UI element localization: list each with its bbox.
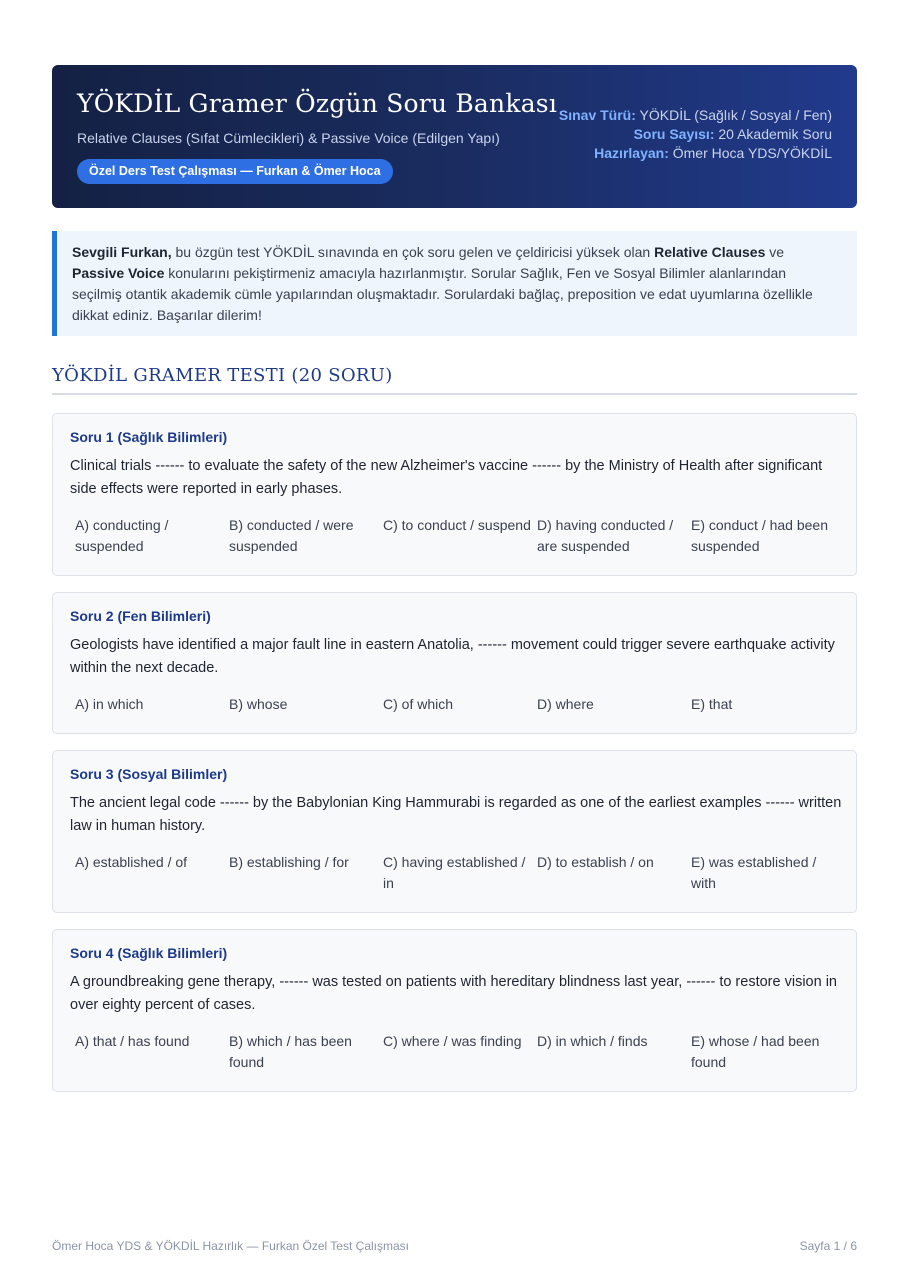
answer-option[interactable]: C) where / was finding: [383, 1033, 522, 1049]
answer-option[interactable]: C) of which: [383, 696, 454, 712]
page-subtitle: Relative Clauses (Sıfat Cümlecikleri) & Passive Voice (Edilgen Yapı): [77, 130, 500, 146]
meta-key: Soru Sayısı:: [633, 126, 715, 142]
answer-option[interactable]: A) in which: [75, 696, 144, 712]
answer-option[interactable]: A) conducting / suspended: [75, 517, 169, 554]
meta-key: Sınav Türü:: [558, 107, 636, 123]
intro-greeting: Sevgili Furkan,: [72, 244, 172, 260]
answer-option[interactable]: C) to conduct / suspend: [383, 517, 531, 533]
question-text: Clinical trials ------ to evaluate the safety of the new Alzheimer's vaccine ------ by the Ministry of Health after significant side effects were reported in early phases.: [70, 458, 823, 497]
question-card: [52, 750, 857, 913]
meta-question-count: [559, 125, 832, 144]
answer-option[interactable]: E) whose / had been found: [691, 1033, 820, 1070]
answer-option[interactable]: B) which / has been found: [229, 1033, 352, 1070]
intro-topic: Passive Voice: [72, 265, 165, 281]
meta-key: Hazırlayan:: [594, 145, 669, 161]
meta-exam-type: [559, 106, 832, 125]
meta-value: 20 Akademik Soru: [718, 126, 832, 142]
exam-meta: [559, 106, 832, 163]
question-heading: Soru 1 (Sağlık Bilimleri): [70, 429, 228, 445]
intro-note: [52, 231, 857, 336]
footer-left: Ömer Hoca YDS & YÖKDİL Hazırlık — Furkan Özel Test Çalışması: [52, 1239, 409, 1253]
course-badge: Özel Ders Test Çalışması — Furkan & Ömer Hoca: [77, 159, 393, 184]
question-text: The ancient legal code ------ by the Babylonian King Hammurabi is regarded as one of the earliest examples ------ written law in human history.: [70, 795, 842, 834]
question-heading: Soru 3 (Sosyal Bilimler): [70, 766, 228, 782]
meta-author: [559, 144, 832, 163]
question-card: [52, 929, 857, 1092]
intro-topic: Relative Clauses: [654, 244, 766, 260]
answer-option[interactable]: D) to establish / on: [537, 854, 654, 870]
intro-text: ve: [769, 244, 785, 260]
answer-option[interactable]: D) having conducted / are suspended: [537, 517, 674, 554]
answer-option[interactable]: D) where: [537, 696, 594, 712]
question-text: A groundbreaking gene therapy, ------ was tested on patients with hereditary blindness last year, ------ to restore vision in over eighty percent of cases.: [70, 974, 837, 1013]
header-banner: [52, 65, 857, 208]
answer-option[interactable]: E) that: [691, 696, 733, 712]
question-card: [52, 592, 857, 734]
section-title: YÖKDİL GRAMER TESTI (20 SORU): [52, 365, 857, 395]
intro-text: bu özgün test YÖKDİL sınavında en çok soru gelen ve çeldiricisi yüksek olan: [175, 244, 651, 260]
question-heading: Soru 2 (Fen Bilimleri): [70, 608, 211, 624]
answer-option[interactable]: E) conduct / had been suspended: [691, 517, 828, 554]
answer-option[interactable]: C) having established / in: [383, 854, 526, 891]
answer-option[interactable]: A) that / has found: [75, 1033, 190, 1049]
question-card: [52, 413, 857, 576]
answer-option[interactable]: B) whose: [229, 696, 288, 712]
page-number: Sayfa 1 / 6: [799, 1239, 857, 1253]
meta-value: Ömer Hoca YDS/YÖKDİL: [672, 145, 832, 161]
answer-option[interactable]: E) was established / with: [691, 854, 817, 891]
answer-option[interactable]: B) conducted / were suspended: [229, 517, 354, 554]
meta-value: YÖKDİL (Sağlık / Sosyal / Fen): [639, 107, 832, 123]
answer-option[interactable]: A) established / of: [75, 854, 188, 870]
intro-text: konularını pekiştirmeniz amacıyla hazırlanmıştır. Sorular Sağlık, Fen ve Sosyal Bilimler alanlarından seçilmiş otantik akademik cümle yapılarından oluşmaktadır. Sorulardaki bağlaç, preposition ve edat uyumlarına özellikle dikkat ediniz. Başarılar dilerim!: [72, 265, 813, 323]
answer-option[interactable]: D) in which / finds: [537, 1033, 648, 1049]
question-text: Geologists have identified a major fault line in eastern Anatolia, ------ movement could trigger severe earthquake activity within the next decade.: [70, 637, 835, 676]
answer-option[interactable]: B) establishing / for: [229, 854, 349, 870]
question-heading: Soru 4 (Sağlık Bilimleri): [70, 945, 228, 961]
page-title: YÖKDİL Gramer Özgün Soru Bankası: [77, 89, 558, 118]
